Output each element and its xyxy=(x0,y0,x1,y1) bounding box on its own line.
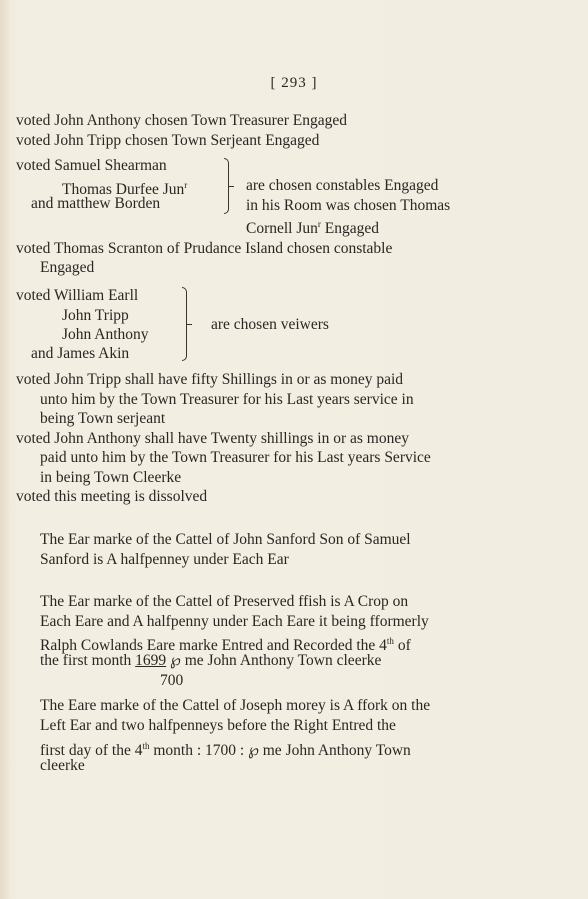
page-number: [ 293 ] xyxy=(270,75,318,91)
record-line: voted John Anthony chosen Town Treasurer Engaged xyxy=(16,112,347,129)
record-line: and matthew Borden xyxy=(31,195,161,212)
record-line: The Eare marke of the Cattel of Joseph morey is A ffork on the xyxy=(40,697,431,714)
record-line: voted John Anthony shall have Twenty shillings in or as money xyxy=(16,430,409,447)
record-line: John Tripp xyxy=(62,307,129,324)
record-line: The Ear marke of the Cattel of John Sanford Son of Samuel xyxy=(40,531,411,548)
record-line: being Town serjeant xyxy=(40,410,166,427)
record-line: in his Room was chosen Thomas xyxy=(246,197,451,214)
record-line: are chosen veiwers xyxy=(211,316,329,333)
brace xyxy=(182,287,187,361)
record-line: The Ear marke of the Cattel of Preserved ffish is A Crop on xyxy=(40,593,409,610)
record-line: first day of the 4th month : 1700 : ℘ me John Anthony Town xyxy=(40,741,411,759)
record-line: unto him by the Town Treasurer for his Last years service in xyxy=(40,391,414,408)
record-line: John Anthony xyxy=(62,326,149,343)
record-line: Each Eare and A halfpenny under Each Eare it being fformerly xyxy=(40,613,429,630)
record-line: are chosen constables Engaged xyxy=(246,177,439,194)
record-line: 700 xyxy=(160,672,184,689)
page-edge-shadow xyxy=(0,0,10,899)
record-line: voted John Tripp chosen Town Serjeant Engaged xyxy=(16,132,320,149)
record-line: Thomas Durfee Jun$^r$ xyxy=(62,180,188,198)
record-line: voted this meeting is dissolved xyxy=(16,488,208,505)
record-line: Cornell Jun$^r$ Engaged xyxy=(246,219,380,237)
record-line: paid unto him by the Town Treasurer for his Last years Service xyxy=(40,449,431,466)
record-line: cleerke xyxy=(40,757,85,774)
record-line: Ralph Cowlands Eare marke Entred and Recorded the 4th of xyxy=(40,636,411,654)
record-line: voted John Tripp shall have fifty Shillings in or as money paid xyxy=(16,371,404,388)
record-line: Engaged xyxy=(40,259,95,276)
record-line: in being Town Cleerke xyxy=(40,469,182,486)
record-line: Sanford is A halfpenney under Each Ear xyxy=(40,551,289,568)
record-line: and James Akin xyxy=(31,345,130,362)
record-line: voted William Earll xyxy=(16,287,139,304)
record-line: voted Thomas Scranton of Prudance Island chosen constable xyxy=(16,240,393,257)
record-line: Left Ear and two halfpenneys before the Right Entred the xyxy=(40,717,396,734)
brace xyxy=(224,158,229,214)
record-line: voted Samuel Shearman xyxy=(16,157,167,174)
record-line: the first month 1699 ℘ me John Anthony Town cleerke xyxy=(40,652,382,669)
